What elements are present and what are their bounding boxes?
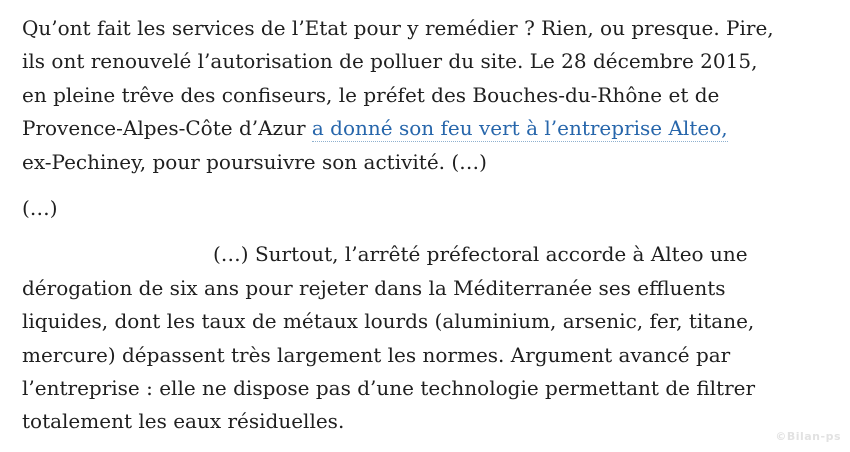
paragraph-line: ils ont renouvelé l’autorisation de polluer du site. Le 28 décembre 2015, (22, 49, 758, 74)
paragraph-line: dérogation de six ans pour rejeter dans la Méditerranée ses effluents (22, 275, 726, 300)
paragraph-line-text: Provence-Alpes-Côte d’Azur (22, 116, 312, 141)
paragraph-line: ex-Pechiney, pour poursuivre son activité. (…) (22, 149, 487, 174)
paragraph-line: liquides, dont les taux de métaux lourds (aluminium, arsenic, fer, titane, (22, 309, 755, 334)
paragraph-line (22, 112, 834, 145)
paragraph-line: (…) (22, 196, 58, 221)
paragraph-line: (…) Surtout, l’arrêté préfectoral accorde à Alteo une (213, 242, 748, 267)
paragraph-3 (22, 238, 834, 438)
paragraph-1 (22, 12, 834, 179)
paragraph-2-ellipsis (22, 192, 834, 225)
article-text (22, 12, 834, 452)
paragraph-line: en pleine trêve des confiseurs, le préfet des Bouches-du-Rhône et de (22, 82, 720, 107)
paragraph-line: l’entreprise : elle ne dispose pas d’une technologie permettant de filtrer (22, 376, 756, 401)
paragraph-line: mercure) dépassent très largement les normes. Argument avancé par (22, 342, 731, 367)
paragraph-line: totalement les eaux résiduelles. (22, 409, 345, 434)
feu-vert-link[interactable]: a donné son feu vert à l’entreprise Alteo, (311, 116, 728, 141)
watermark: ©Bilan-ps (775, 430, 841, 443)
paragraph-line: Qu’ont fait les services de l’Etat pour y remédier ? Rien, ou presque. Pire, (22, 16, 774, 40)
